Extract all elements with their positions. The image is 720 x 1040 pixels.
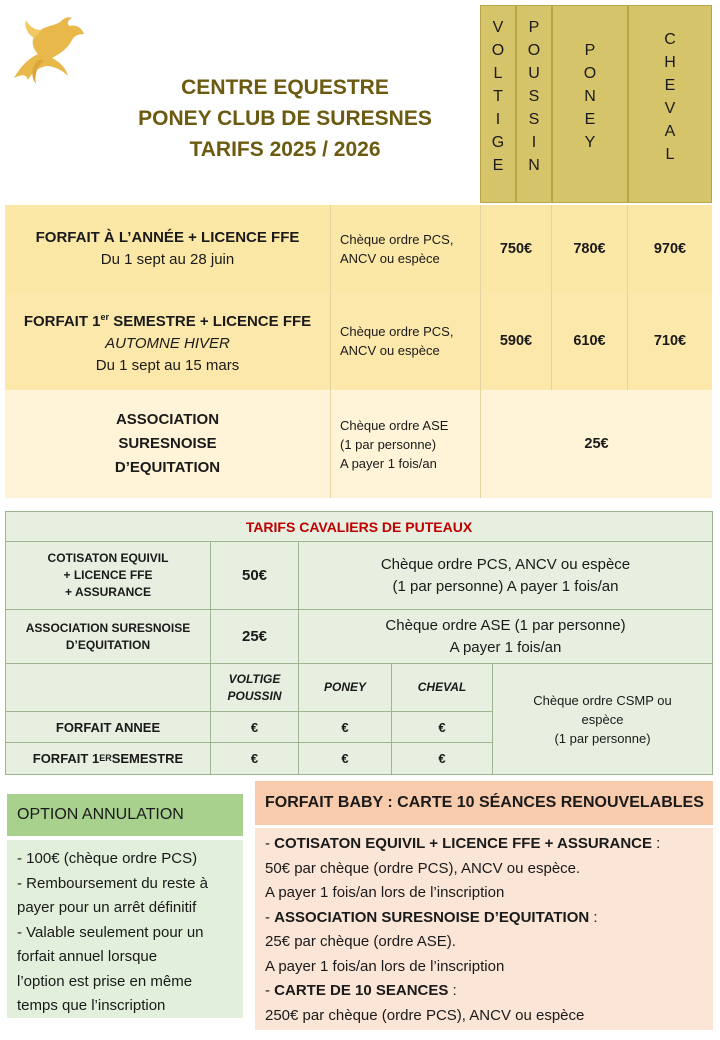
price-voltige: 750€	[481, 205, 552, 292]
puteaux-semestre-poney: €	[299, 743, 392, 774]
cotisation-price: 50€	[211, 542, 299, 610]
baby-item-2-head: - ASSOCIATION SURESNOISE D’EQUITATION :	[265, 908, 598, 926]
letter: V	[664, 100, 676, 117]
forfait-semestre-title: FORFAIT 1er SEMESTRE + LICENCE FFE	[23, 311, 312, 330]
letter: P	[584, 42, 596, 59]
letter: E	[492, 157, 504, 174]
association-payment	[331, 390, 481, 498]
payment-line: Chèque ordre PCS,	[340, 231, 454, 247]
letter: Y	[584, 134, 596, 151]
price-poney: 780€	[552, 205, 628, 292]
baby-item-3-head: - CARTE DE 10 SEANCES :	[265, 982, 457, 999]
letter: G	[491, 134, 505, 151]
label-line: + LICENCE FFE	[63, 568, 153, 582]
option-annulation-title: OPTION ANNULATION	[7, 794, 243, 836]
letter: H	[664, 54, 676, 71]
forfait-annee-payment	[331, 205, 481, 292]
empty-header-cell	[6, 664, 211, 712]
puteaux-forfait-semestre-label: FORFAIT 1 ER SEMESTRE	[6, 743, 211, 774]
label-line: COTISATON EQUIVIL	[47, 551, 169, 565]
label-line: ASSOCIATION SURESNOISE	[25, 620, 191, 635]
letter: L	[493, 65, 503, 82]
title-line-1: CENTRE EQUESTRE	[181, 76, 389, 99]
payment-line: Chèque ordre PCS,	[340, 324, 454, 339]
col-cheval: CHEVAL	[392, 664, 493, 712]
letter: I	[495, 111, 501, 128]
header-line: POUSSIN	[227, 688, 282, 703]
payment-line: A payer 1 fois/an	[449, 638, 562, 656]
baby-line: A payer 1 fois/an lors de l’inscription	[265, 957, 505, 975]
forfait-payment	[493, 664, 712, 774]
association-row	[5, 390, 712, 498]
payment-line: (1 par personne) A payer 1 fois/an	[392, 577, 619, 595]
puteaux-semestre-cheval: €	[392, 743, 493, 774]
payment-line: Chèque ordre CSMP ou	[533, 692, 672, 708]
puteaux-table	[5, 511, 713, 775]
forfait-semestre-season: AUTOMNE HIVER	[105, 334, 230, 352]
forfait-baby-title: FORFAIT BABY : CARTE 10 SÉANCES RENOUVELABLES	[255, 781, 713, 825]
column-header-poussin	[516, 5, 552, 203]
horse-logo	[8, 8, 88, 88]
baby-line: 250€ par chèque (ordre PCS), ANCV ou espèce	[265, 1006, 585, 1024]
payment-line: espèce	[581, 711, 624, 727]
letter: N	[528, 157, 540, 174]
letter: E	[584, 111, 596, 128]
forfait-semestre-payment	[331, 292, 481, 390]
puteaux-annee-poney: €	[299, 712, 392, 743]
letter: S	[528, 111, 540, 128]
puteaux-forfait-annee-label: FORFAIT ANNEE	[6, 712, 211, 743]
label-line: + ASSURANCE	[65, 585, 151, 599]
association-price: 25€	[584, 436, 609, 452]
label-line: D’EQUITATION	[65, 637, 151, 652]
letter: I	[531, 134, 537, 151]
letter: O	[527, 42, 541, 59]
puteaux-annee-cheval: €	[392, 712, 493, 743]
payment-line: ANCV ou espèce	[340, 250, 440, 266]
letter: C	[664, 31, 676, 48]
price-cheval: 710€	[653, 333, 687, 349]
col-poney: PONEY	[299, 664, 392, 712]
option-line: - Remboursement du reste à	[17, 874, 208, 892]
forfait-annee-row	[5, 205, 712, 292]
payment-line: Chèque ordre ASE (1 par personne)	[385, 616, 626, 634]
cotisation-label	[6, 542, 211, 610]
baby-line: 25€ par chèque (ordre ASE).	[265, 933, 456, 950]
letter: N	[584, 88, 596, 105]
letter: O	[491, 42, 505, 59]
column-header-poney	[552, 5, 628, 203]
price-poney: 610€	[552, 292, 628, 390]
letter: L	[665, 146, 675, 163]
letter: O	[583, 65, 597, 82]
association-title-line: SURESNOISE	[118, 435, 217, 452]
header-line: VOLTIGE	[228, 671, 281, 686]
title-line-2: PONEY CLUB DE SURESNES	[138, 107, 432, 130]
forfait-annee-dates: Du 1 sept au 28 juin	[100, 250, 235, 268]
puteaux-semestre-voltige: €	[211, 743, 299, 774]
option-annulation-body	[7, 840, 243, 1018]
ase-payment	[299, 610, 712, 664]
letter: P	[528, 19, 540, 36]
price-voltige: 590€	[481, 292, 552, 390]
baby-line: 50€ par chèque (ordre PCS), ANCV ou espèce.	[265, 859, 581, 877]
letter: E	[664, 77, 676, 94]
letter: S	[528, 88, 540, 105]
puteaux-title: TARIFS CAVALIERS DE PUTEAUX	[6, 512, 712, 542]
letter: T	[493, 88, 503, 105]
option-line: - Valable seulement pour un	[17, 923, 204, 941]
col-voltige-poussin	[211, 664, 299, 712]
payment-line: ANCV ou espèce	[340, 343, 440, 358]
column-header-cheval	[628, 5, 712, 203]
letter: U	[528, 65, 540, 82]
ase-price: 25€	[211, 610, 299, 664]
forfait-annee-title: FORFAIT À L’ANNÉE + LICENCE FFE	[35, 228, 300, 246]
association-title-line: D’EQUITATION	[114, 459, 221, 476]
cotisation-payment	[299, 542, 712, 610]
price-cheval: 970€	[653, 240, 687, 257]
page-title	[100, 72, 470, 165]
option-line: - 100€ (chèque ordre PCS)	[17, 850, 198, 867]
forfait-baby-body	[255, 828, 713, 1030]
payment-line: (1 par personne)	[554, 730, 651, 746]
option-line: l’option est prise en même	[17, 972, 193, 990]
title-line-3: TARIFS 2025 / 2026	[189, 138, 381, 161]
ase-label	[6, 610, 211, 664]
baby-item-1-head: - COTISATON EQUIVIL + LICENCE FFE + ASSURANCE :	[265, 835, 661, 852]
forfait-semestre-label	[5, 292, 331, 390]
option-line: forfait annuel lorsque	[17, 948, 158, 965]
payment-line: Chèque ordre PCS, ANCV ou espèce	[380, 555, 631, 573]
option-line: payer pour un arrêt définitif	[17, 899, 197, 916]
payment-line: (1 par personne)	[340, 436, 437, 452]
letter: V	[492, 19, 504, 36]
baby-line: A payer 1 fois/an lors de l’inscription	[265, 884, 505, 901]
option-line: temps que l’inscription	[17, 997, 166, 1014]
association-label	[5, 390, 331, 498]
column-header-voltige	[480, 5, 516, 203]
forfait-annee-label	[5, 205, 331, 292]
letter: A	[664, 123, 676, 140]
payment-line: Chèque ordre ASE	[340, 417, 449, 433]
forfait-semestre-row	[5, 292, 712, 390]
forfait-semestre-dates: Du 1 sept au 15 mars	[95, 356, 240, 374]
payment-line: A payer 1 fois/an	[340, 455, 437, 471]
association-title-line: ASSOCIATION	[115, 411, 220, 428]
puteaux-annee-voltige: €	[211, 712, 299, 743]
